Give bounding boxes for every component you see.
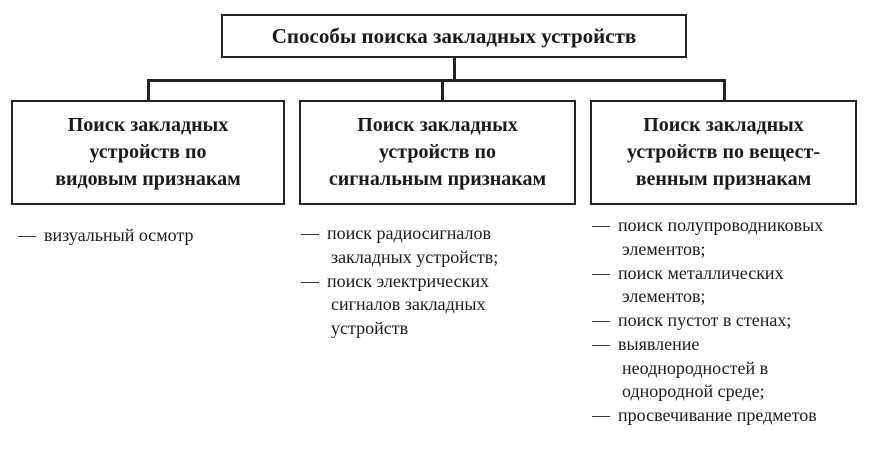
item-line: элементов; (622, 238, 706, 259)
item-line: сигналов закладных (331, 294, 486, 314)
category-line: сигнальным признакам (328, 168, 547, 190)
connector-middle-stem (441, 79, 444, 101)
dash-marker: — (301, 270, 319, 291)
category-line: Поиск закладных (643, 114, 804, 136)
item-line: поиск радиосигналов (327, 223, 491, 243)
list-item (592, 262, 877, 309)
item-line: закладных устройств; (331, 246, 499, 267)
dash-marker: — (592, 262, 610, 283)
list-item (592, 309, 877, 333)
method-list-visual (18, 224, 278, 248)
list-item (592, 404, 877, 428)
category-box-material (590, 100, 857, 205)
item-line: поиск полупроводниковых (618, 215, 824, 235)
item-line: однородной среде; (622, 381, 765, 401)
item-line: визуальный осмотр (44, 225, 194, 245)
category-box-visual (11, 100, 285, 205)
connector-left-stem (147, 79, 150, 101)
category-box-signal (299, 100, 576, 205)
item-line: неоднородностей в (622, 357, 769, 378)
method-list-signal (301, 222, 581, 341)
category-line: венным признакам (635, 168, 812, 190)
connector-horizontal-bar (147, 79, 725, 82)
category-line: устройств по (89, 141, 207, 163)
list-item (18, 224, 278, 248)
dash-marker: — (592, 215, 610, 235)
connector-root-stem (453, 58, 456, 80)
category-line: Поиск закладных (67, 114, 229, 136)
diagram-title: Способы поиска закладных устройств (271, 23, 637, 48)
list-item (592, 214, 877, 261)
item-line: поиск металлических (618, 262, 784, 283)
connector-right-stem (723, 79, 726, 101)
item-line: поиск электрических (327, 270, 489, 291)
category-line: устройств по вещест- (626, 141, 821, 163)
dash-marker: — (18, 225, 36, 245)
dash-marker: — (592, 310, 610, 330)
category-line: Поиск закладных (357, 114, 518, 136)
item-line: поиск пустот в стенах; (618, 310, 792, 330)
item-line: устройств (331, 317, 409, 338)
diagram-title-box (221, 14, 687, 58)
category-line: устройств по (378, 141, 496, 163)
dash-marker: — (592, 334, 610, 354)
list-item (301, 222, 581, 269)
category-line: видовым признакам (55, 168, 241, 190)
item-line: элементов; (622, 286, 706, 306)
list-item (592, 333, 877, 404)
dash-marker: — (592, 405, 610, 425)
list-item (301, 270, 581, 341)
item-line: выявление (618, 334, 700, 354)
item-line: просвечивание предметов (618, 405, 817, 425)
dash-marker: — (301, 223, 319, 243)
method-list-material (592, 214, 877, 428)
